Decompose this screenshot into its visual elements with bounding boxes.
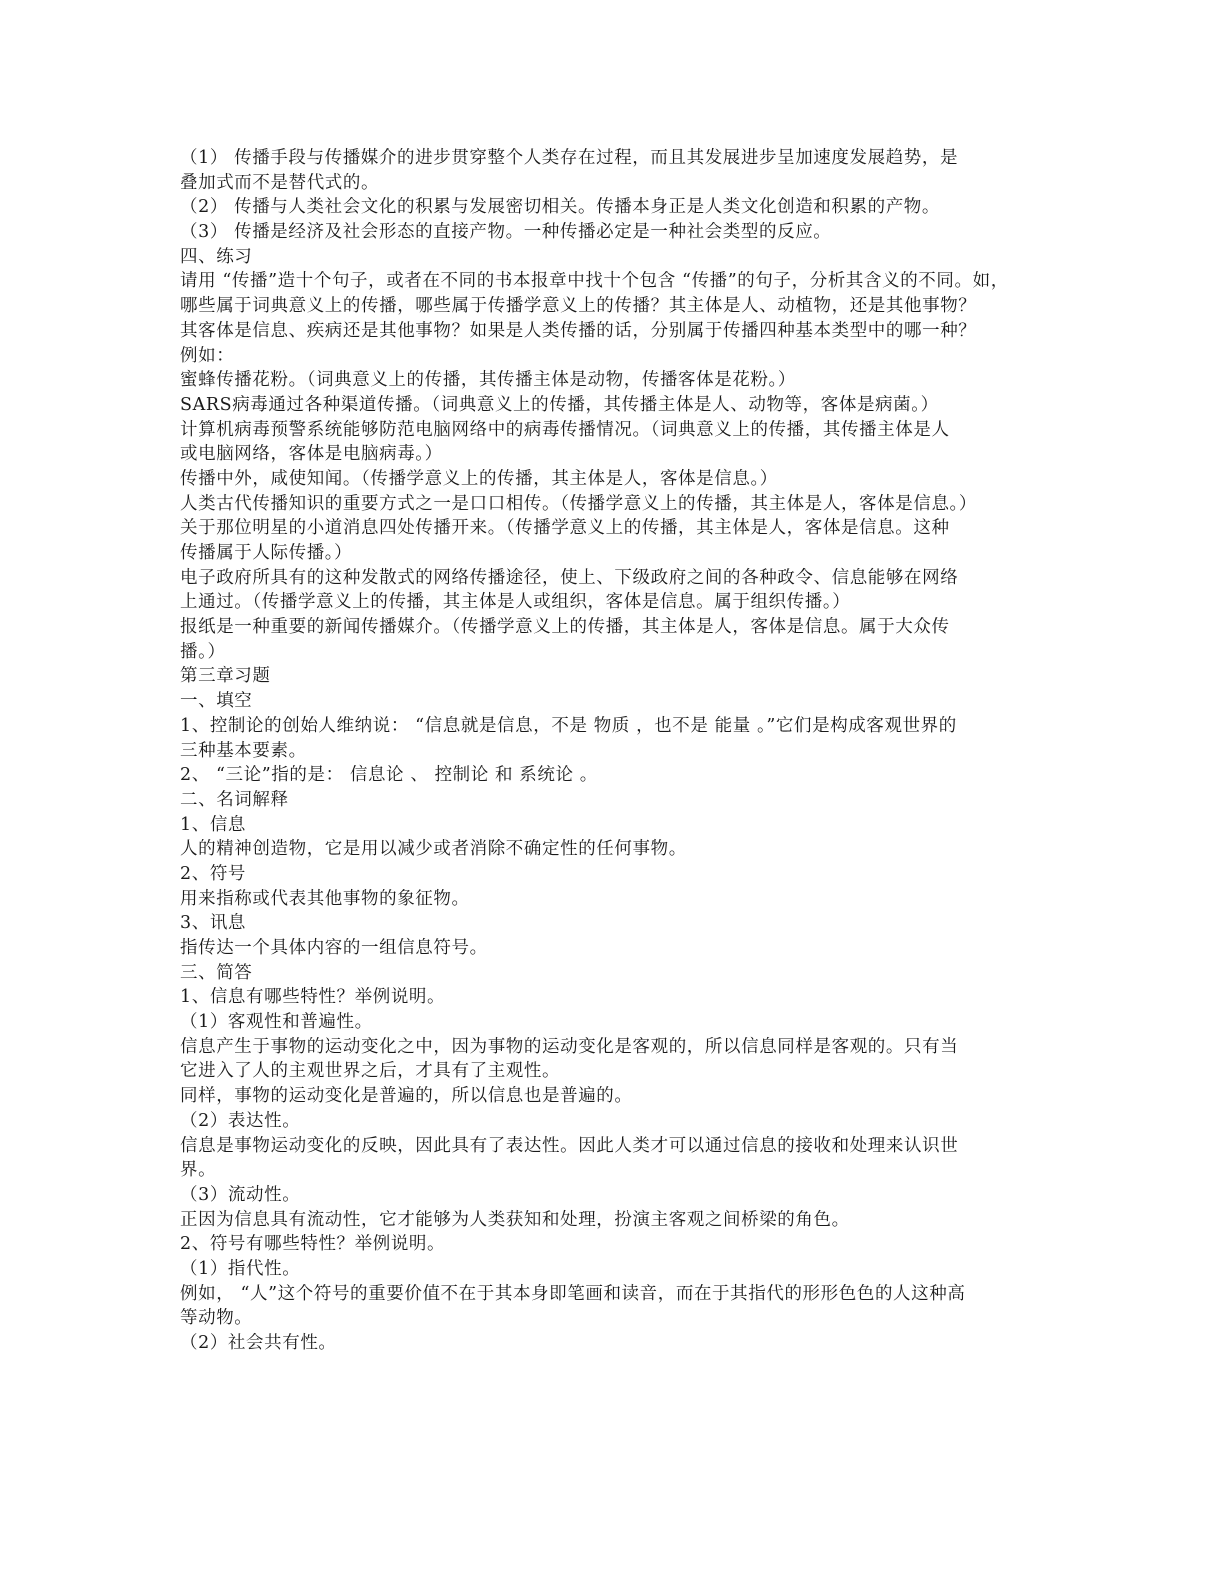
- document-page: [180, 146, 1040, 1356]
- text-line: 其客体是信息、疾病还是其他事物？如果是人类传播的话，分别属于传播四种基本类型中的哪一种？: [180, 320, 977, 341]
- text-line: （3）流动性。: [180, 1184, 301, 1205]
- text-line: （2） 传播与人类社会文化的积累与发展密切相关。传播本身正是人类文化创造和积累的产物。: [180, 197, 940, 218]
- text-line: 同样，事物的运动变化是普遍的，所以信息也是普遍的。: [180, 1086, 633, 1107]
- text-line: 关于那位明星的小道消息四处传播开来。（传播学意义上的传播，其主体是人，客体是信息。这种: [180, 518, 950, 539]
- term-heading: 3、讯息: [180, 913, 247, 934]
- text-line: 信息产生于事物的运动变化之中，因为事物的运动变化是客观的，所以信息同样是客观的。只有当: [180, 1036, 959, 1057]
- text-line: 蜜蜂传播花粉。（词典意义上的传播，其传播主体是动物，传播客体是花粉。）: [180, 370, 796, 391]
- text-line: 传播中外，咸使知闻。（传播学意义上的传播，其主体是人，客体是信息。）: [180, 468, 778, 489]
- text-line: （2）社会共有性。: [180, 1333, 337, 1353]
- term-heading: 2、符号: [180, 863, 247, 884]
- text-line: （1）客观性和普遍性。: [180, 1012, 373, 1033]
- text-line: （3） 传播是经济及社会形态的直接产物。一种传播必定是一种社会类型的反应。: [180, 222, 832, 243]
- text-line: 它进入了人的主观世界之后，才具有了主观性。: [180, 1061, 561, 1082]
- text-line: 或电脑网络，客体是电脑病毒。）: [180, 444, 443, 465]
- text-line: 2、 “三论”指的是： 信息论 、 控制论 和 系统论 。: [180, 765, 598, 786]
- text-line: 例如， “人”这个符号的重要价值不在于其本身即笔画和读音，而在于其指代的形形色色的人这种高: [180, 1283, 966, 1304]
- text-line: 人类古代传播知识的重要方式之一是口口相传。（传播学意义上的传播，其主体是人，客体是信息。）: [180, 493, 977, 514]
- chapter-heading: 第三章习题: [180, 666, 271, 687]
- text-line: 人的精神创造物，它是用以减少或者消除不确定性的任何事物。: [180, 839, 687, 860]
- section-heading: 二、名词解释: [180, 789, 289, 810]
- section-heading: 三、简答: [180, 962, 253, 983]
- text-line: （2）表达性。: [180, 1110, 301, 1131]
- text-line: 正因为信息具有流动性，它才能够为人类获知和处理，扮演主客观之间桥梁的角色。: [180, 1209, 850, 1230]
- text-line: 哪些属于词典意义上的传播，哪些属于传播学意义上的传播？其主体是人、动植物，还是其他事物？: [180, 296, 977, 317]
- text-line: 信息是事物运动变化的反映，因此具有了表达性。因此人类才可以通过信息的接收和处理来认识世: [180, 1135, 959, 1156]
- text-line: 等动物。: [180, 1308, 253, 1329]
- text-line: 1、控制论的创始人维纳说： “信息就是信息，不是 物质 ，也不是 能量 。”它们是构成客观世界的: [180, 715, 957, 736]
- text-line: 用来指称或代表其他事物的象征物。: [180, 888, 470, 909]
- text-line: 上通过。（传播学意义上的传播，其主体是人或组织，客体是信息。属于组织传播。）: [180, 592, 851, 613]
- text-line: 界。: [180, 1160, 217, 1181]
- text-line: （1） 传播手段与传播媒介的进步贯穿整个人类存在过程，而且其发展进步呈加速度发展趋势，是: [180, 148, 959, 168]
- text-line: 电子政府所具有的这种发散式的网络传播途径，使上、下级政府之间的各种政令、信息能够在网络: [180, 567, 959, 588]
- text-line: 三种基本要素。: [180, 740, 307, 761]
- text-line: 请用 “传播”造十个句子，或者在不同的书本报章中找十个包含 “传播”的句子，分析其含义的不同。如，: [180, 271, 1009, 292]
- question-line: 2、符号有哪些特性？举例说明。: [180, 1234, 446, 1255]
- text-line: 播。）: [180, 641, 226, 662]
- term-heading: 1、信息: [180, 814, 247, 835]
- text-line: 叠加式而不是替代式的。: [180, 172, 380, 193]
- text-line: 例如：: [180, 345, 235, 366]
- text-line: SARS病毒通过各种渠道传播。（词典意义上的传播，其传播主体是人、动物等，客体是病菌。）: [180, 394, 939, 415]
- text-line: 传播属于人际传播。）: [180, 543, 353, 563]
- text-line: 计算机病毒预警系统能够防范电脑网络中的病毒传播情况。（词典意义上的传播，其传播主体是人: [180, 419, 950, 440]
- text-line: （1）指代性。: [180, 1258, 301, 1279]
- section-heading: 一、填空: [180, 691, 253, 712]
- section-heading: 四、练习: [180, 246, 253, 267]
- question-line: 1、信息有哪些特性？举例说明。: [180, 987, 446, 1008]
- text-line: 指传达一个具体内容的一组信息符号。: [180, 938, 488, 958]
- text-line: 报纸是一种重要的新闻传播媒介。（传播学意义上的传播，其主体是人，客体是信息。属于大众传: [180, 617, 950, 638]
